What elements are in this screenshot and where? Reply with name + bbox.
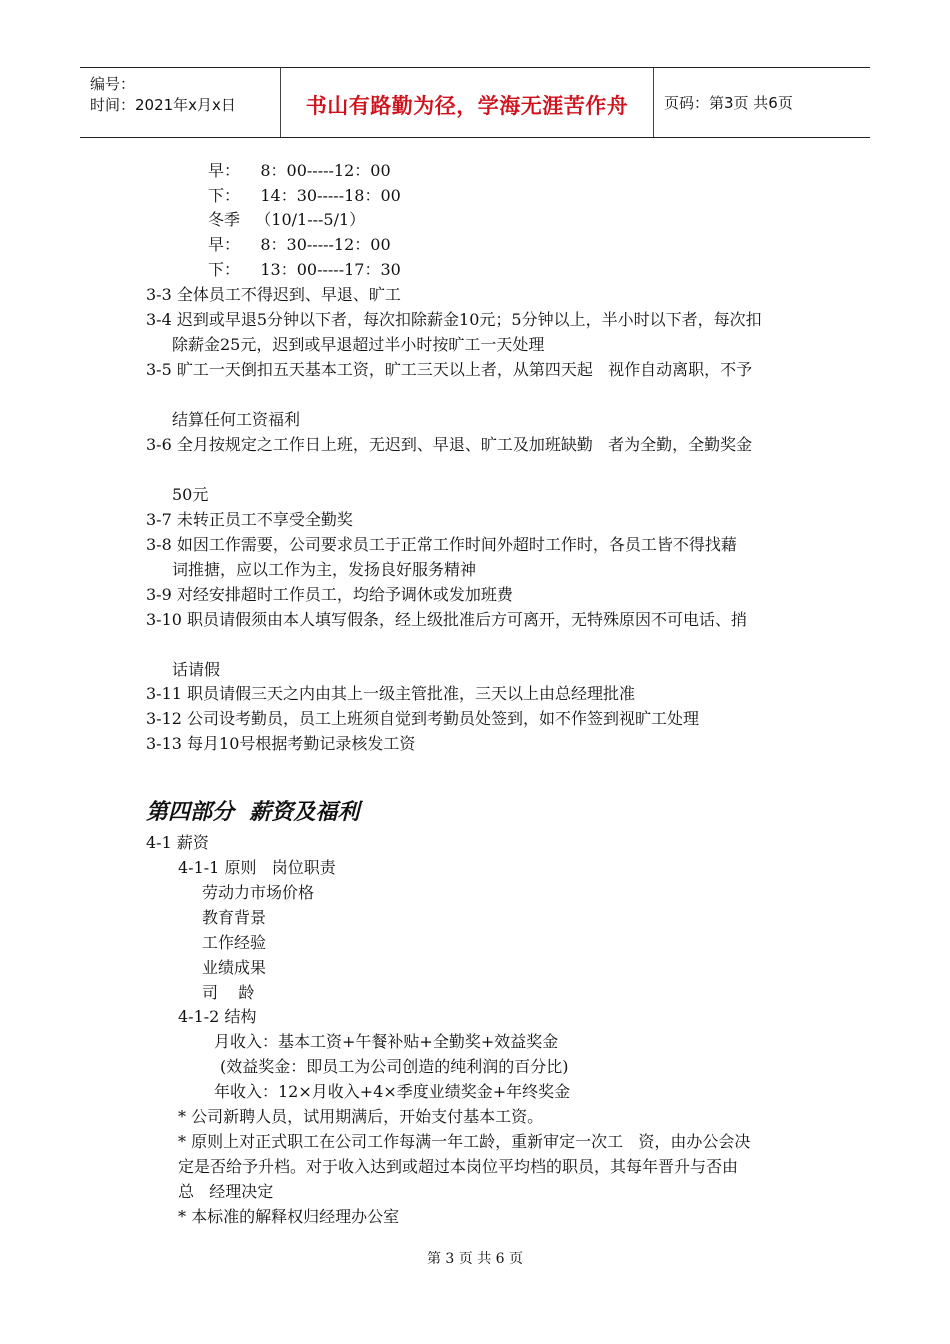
schedule-line: 早： 8：00-----12：00 (208, 161, 391, 180)
salary-line: * 本标准的解释权归经理办公室 (178, 1207, 400, 1226)
rule-line: 3-3 全体员工不得迟到、早退、旷工 (146, 285, 401, 304)
rule-line: 50元 (172, 485, 209, 504)
schedule-line: 下： 13：00-----17：30 (208, 260, 401, 279)
rule-line: 词推搪，应以工作为主，发扬良好服务精神 (172, 560, 477, 579)
rule-line: 3-11 职员请假三天之内由其上一级主管批准，三天以上由总经理批准 (146, 684, 636, 703)
header-motto: 书山有路勤为径，学海无涯苦作舟 (305, 94, 629, 118)
rule-line: 3-13 每月10号根据考勤记录核发工资 (146, 734, 416, 753)
salary-line: (效益奖金：即员工为公司创造的纯利润的百分比) (220, 1057, 569, 1076)
salary-line: * 公司新聘人员，试用期满后，开始支付基本工资。 (178, 1107, 544, 1126)
salary-line: 4-1 薪资 (146, 833, 209, 852)
document-header (80, 67, 870, 138)
salary-line: 教育背景 (202, 908, 267, 927)
schedule-line: 冬季 （10/1---5/1） (208, 210, 366, 229)
salary-line: 定是否给予升档。对于收入达到或超过本岗位平均档的职员，其每年晋升与否由 (178, 1157, 739, 1176)
header-motto-cell (281, 68, 654, 137)
rule-line: 3-10 职员请假须由本人填写假条，经上级批准后方可离开，无特殊原因不可电话、捎 (146, 610, 748, 629)
rule-line: 3-6 全月按规定之工作日上班，无迟到、早退、旷工及加班缺勤 者为全勤，全勤奖金 (146, 435, 753, 454)
schedule-line: 早： 8：30-----12：00 (208, 235, 391, 254)
header-meta (80, 68, 281, 137)
salary-line: 劳动力市场价格 (202, 883, 315, 902)
rule-line: 3-8 如因工作需要，公司要求员工于正常工作时间外超时工作时，各员工皆不得找藉 (146, 535, 737, 554)
rule-line: 3-5 旷工一天倒扣五天基本工资，旷工三天以上者，从第四天起 视作自动离职，不予 (146, 360, 753, 379)
rule-line: 话请假 (172, 660, 221, 679)
header-page-cell (654, 68, 870, 137)
schedule-line: 下： 14：30-----18：00 (208, 186, 401, 205)
salary-line: 月收入：基本工资+午餐补贴+全勤奖+效益奖金 (214, 1032, 559, 1051)
document-date: 时间：2021年x月x日 (90, 96, 236, 114)
rule-line: 3-7 未转正员工不享受全勤奖 (146, 510, 353, 529)
rule-line: 3-9 对经安排超时工作员工，均给予调休或发加班费 (146, 585, 513, 604)
rule-line: 3-4 迟到或早退5分钟以下者，每次扣除薪金10元；5分钟以上，半小时以下者，每次扣 (146, 310, 762, 329)
document-number-label: 编号： (90, 75, 136, 93)
page-footer: 第 3 页 共 6 页 (426, 1251, 524, 1267)
salary-line: 4-1-1 原则 岗位职责 (178, 858, 336, 877)
salary-line: * 原则上对正式职工在公司工作每满一年工龄，重新审定一次工 资，由办公会决 (178, 1132, 751, 1151)
section-heading: 第四部分 薪资及福利 (146, 800, 360, 825)
salary-line: 4-1-2 结构 (178, 1007, 257, 1026)
salary-line: 总 经理决定 (178, 1182, 274, 1201)
salary-line: 年收入：12×月收入+4×季度业绩奖金+年终奖金 (214, 1082, 571, 1101)
salary-line: 司 龄 (202, 983, 255, 1002)
salary-line: 业绩成果 (202, 958, 267, 977)
rule-line: 除薪金25元，迟到或早退超过半小时按旷工一天处理 (172, 335, 545, 354)
salary-line: 工作经验 (202, 933, 267, 952)
rule-line: 结算任何工资福利 (172, 410, 301, 429)
rule-line: 3-12 公司设考勤员，员工上班须自觉到考勤员处签到，如不作签到视旷工处理 (146, 709, 700, 728)
header-page-code: 页码：第3页 共6页 (664, 94, 793, 112)
